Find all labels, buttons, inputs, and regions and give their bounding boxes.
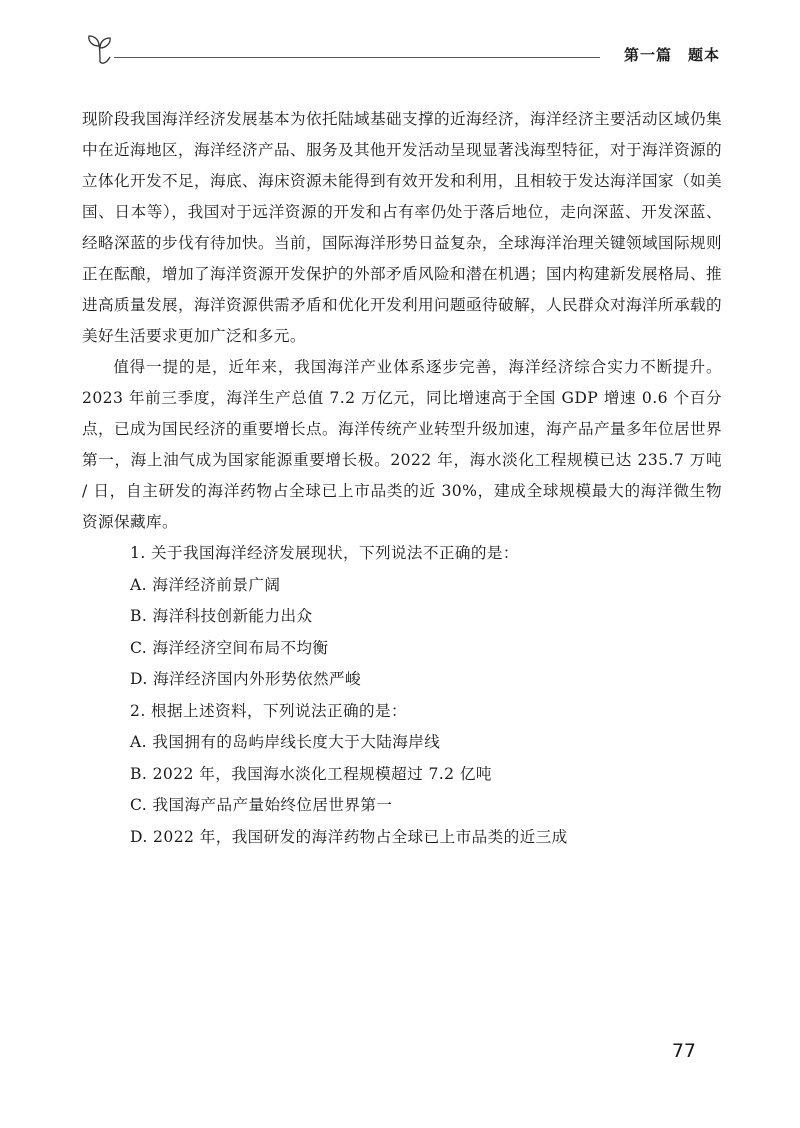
header-rule — [114, 57, 600, 58]
option-b: B. 海洋科技创新能力出众 — [130, 607, 313, 625]
sprout-icon — [80, 30, 120, 70]
passage-paragraph-1: 现阶段我国海洋经济发展基本为依托陆域基础支撑的近海经济，海洋经济主要活动区域仍集中在近海地区，海洋经济产品、服务及其他开发活动呈现显著浅海型特征，对于海洋资源的立体化开发不足，海底、海床资源未能得到有效开发和利用，且相较于发达海洋国家（如美国、日本等），我国对于远洋资源的开发和占有率仍处于落后地位，走向深蓝、开发深蓝、经略深蓝的步伐有待加快。当前，国际海洋形势日益复杂，全球海洋治理关键领域国际规则正在酝酿，增加了海洋资源开发保护的外部矛盾风险和潜在机遇；国内构建新发展格局、推进高质量发展，海洋资源供需矛盾和优化开发利用问题亟待破解，人民群众对海洋所承载的美好生活要求更加广泛和多元。 — [82, 110, 722, 345]
page-header — [80, 30, 720, 70]
option-a: A. 海洋经济前景广阔 — [130, 575, 281, 594]
question-2 — [82, 696, 722, 854]
page-content — [82, 104, 722, 853]
option-a: A. 我国拥有的岛屿岸线长度大于大陆海岸线 — [130, 733, 441, 751]
option-d: D. 2022 年，我国研发的海洋药物占全球已上市品类的近三成 — [130, 827, 568, 846]
option-c: C. 海洋经济空间布局不均衡 — [130, 638, 329, 657]
question-stem: 1. 关于我国海洋经济发展现状，下列说法不正确的是： — [130, 544, 519, 562]
question-1 — [82, 538, 722, 696]
section-title: 第一篇 题本 — [623, 46, 720, 64]
page-number: 77 — [671, 1040, 696, 1062]
option-b: B. 2022 年，我国海水淡化工程规模超过 7.2 亿吨 — [130, 764, 492, 783]
option-c: C. 我国海产品产量始终位居世界第一 — [130, 796, 393, 814]
question-stem: 2. 根据上述资料，下列说法正确的是： — [130, 701, 407, 720]
passage-paragraph-2: 值得一提的是，近年来，我国海洋产业体系逐步完善，海洋经济综合实力不断提升。2023 年前三季度，海洋生产总值 7.2 万亿元，同比增速高于全国 GDP 增速 0.6 个百分点，已成为国民经济的重要增长点。海洋传统产业转型升级加速，海产品产量多年位居世界第一，海上油气成为国家能源重要增长极。2022 年，海水淡化工程规模已达 235.7 万吨 / 日，自主研发的海洋药物占全球已上市品类的近 30%，建成全球规模最大的海洋微生物资源保藏库。 — [82, 358, 722, 531]
option-d: D. 海洋经济国内外形势依然严峻 — [130, 670, 361, 688]
